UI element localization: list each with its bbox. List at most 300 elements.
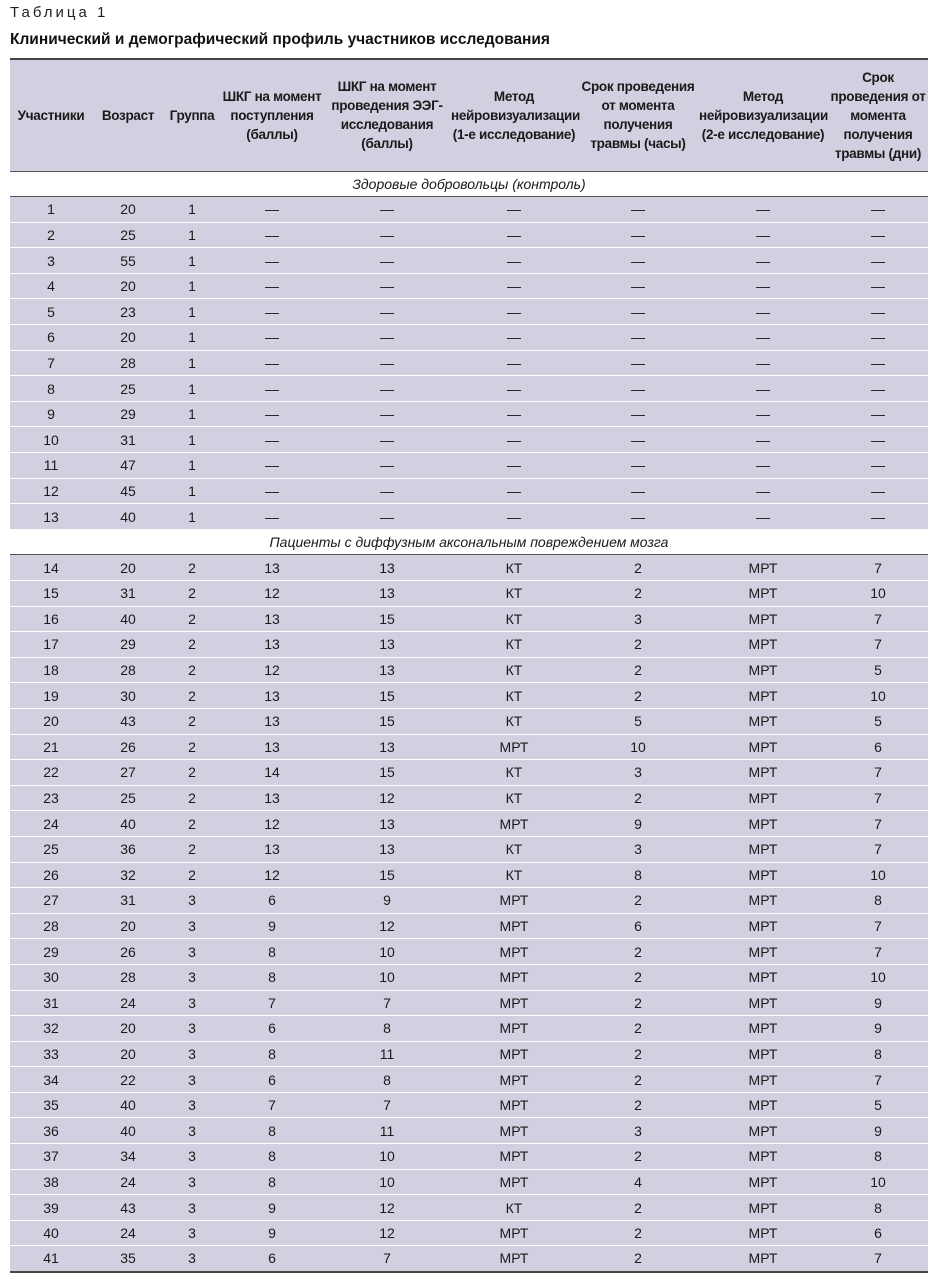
cell-gcs-admission: 12 xyxy=(220,862,324,888)
cell-imaging-1: МРТ xyxy=(450,1092,578,1118)
cell-gcs-admission: — xyxy=(220,273,324,299)
cell-time-hours: 2 xyxy=(578,990,698,1016)
header-row xyxy=(10,59,928,171)
cell-group: 3 xyxy=(164,964,220,990)
cell-gcs-eeg: 13 xyxy=(324,632,450,658)
cell-group: 1 xyxy=(164,376,220,402)
cell-imaging-2: МРТ xyxy=(698,1016,828,1042)
cell-imaging-1: — xyxy=(450,299,578,325)
cell-age: 47 xyxy=(92,453,164,479)
cell-imaging-2: МРТ xyxy=(698,1041,828,1067)
cell-group: 3 xyxy=(164,1118,220,1144)
cell-group: 1 xyxy=(164,350,220,376)
cell-age: 35 xyxy=(92,1246,164,1272)
table-row xyxy=(10,913,928,939)
cell-imaging-2: — xyxy=(698,350,828,376)
cell-time-days: 9 xyxy=(828,1016,928,1042)
cell-time-days: — xyxy=(828,350,928,376)
cell-imaging-1: МРТ xyxy=(450,1041,578,1067)
cell-time-days: 5 xyxy=(828,708,928,734)
cell-gcs-admission: 7 xyxy=(220,990,324,1016)
cell-gcs-eeg: 13 xyxy=(324,811,450,837)
cell-gcs-admission: 12 xyxy=(220,811,324,837)
cell-imaging-2: МРТ xyxy=(698,657,828,683)
cell-time-hours: — xyxy=(578,453,698,479)
cell-gcs-admission: 6 xyxy=(220,1016,324,1042)
cell-age: 28 xyxy=(92,350,164,376)
cell-participant: 13 xyxy=(10,504,92,530)
cell-gcs-eeg: — xyxy=(324,350,450,376)
cell-time-hours: 6 xyxy=(578,913,698,939)
cell-gcs-admission: — xyxy=(220,197,324,223)
cell-group: 3 xyxy=(164,1246,220,1272)
cell-gcs-eeg: 12 xyxy=(324,1220,450,1246)
table-row xyxy=(10,1246,928,1272)
cell-participant: 29 xyxy=(10,939,92,965)
section-row xyxy=(10,529,928,555)
cell-time-hours: 2 xyxy=(578,1144,698,1170)
header-gcs-eeg: ШКГ на момент проведения ЭЭГ-исследования (баллы) xyxy=(324,59,450,171)
cell-group: 3 xyxy=(164,1220,220,1246)
cell-gcs-eeg: 8 xyxy=(324,1067,450,1093)
cell-group: 2 xyxy=(164,836,220,862)
cell-participant: 32 xyxy=(10,1016,92,1042)
cell-age: 22 xyxy=(92,1067,164,1093)
cell-time-days: 7 xyxy=(828,1067,928,1093)
cell-age: 27 xyxy=(92,760,164,786)
cell-time-hours: 3 xyxy=(578,760,698,786)
cell-group: 1 xyxy=(164,325,220,351)
cell-gcs-admission: 13 xyxy=(220,785,324,811)
cell-participant: 37 xyxy=(10,1144,92,1170)
cell-time-hours: 3 xyxy=(578,1118,698,1144)
cell-age: 26 xyxy=(92,734,164,760)
cell-imaging-1: — xyxy=(450,248,578,274)
cell-time-days: 7 xyxy=(828,836,928,862)
cell-age: 29 xyxy=(92,632,164,658)
cell-imaging-2: МРТ xyxy=(698,1067,828,1093)
cell-imaging-1: МРТ xyxy=(450,1220,578,1246)
cell-time-days: 5 xyxy=(828,657,928,683)
cell-group: 3 xyxy=(164,1016,220,1042)
cell-gcs-eeg: 9 xyxy=(324,888,450,914)
cell-gcs-eeg: 13 xyxy=(324,836,450,862)
cell-gcs-admission: 9 xyxy=(220,1220,324,1246)
cell-imaging-1: МРТ xyxy=(450,939,578,965)
cell-gcs-eeg: — xyxy=(324,273,450,299)
table-row xyxy=(10,273,928,299)
cell-participant: 36 xyxy=(10,1118,92,1144)
cell-imaging-2: МРТ xyxy=(698,1144,828,1170)
cell-gcs-eeg: — xyxy=(324,401,450,427)
cell-gcs-admission: 8 xyxy=(220,1169,324,1195)
cell-age: 36 xyxy=(92,836,164,862)
cell-age: 40 xyxy=(92,504,164,530)
cell-time-days: 10 xyxy=(828,862,928,888)
cell-participant: 12 xyxy=(10,478,92,504)
cell-time-hours: — xyxy=(578,248,698,274)
cell-participant: 28 xyxy=(10,913,92,939)
table-row xyxy=(10,1118,928,1144)
cell-gcs-admission: — xyxy=(220,350,324,376)
table-row xyxy=(10,785,928,811)
table-row xyxy=(10,708,928,734)
cell-imaging-1: — xyxy=(450,504,578,530)
cell-gcs-admission: 13 xyxy=(220,734,324,760)
cell-time-hours: — xyxy=(578,350,698,376)
cell-time-hours: 8 xyxy=(578,862,698,888)
cell-gcs-eeg: — xyxy=(324,427,450,453)
cell-age: 34 xyxy=(92,1144,164,1170)
cell-imaging-2: МРТ xyxy=(698,1246,828,1272)
cell-age: 29 xyxy=(92,401,164,427)
cell-gcs-admission: 14 xyxy=(220,760,324,786)
cell-gcs-eeg: 15 xyxy=(324,606,450,632)
cell-gcs-eeg: — xyxy=(324,453,450,479)
cell-imaging-1: МРТ xyxy=(450,964,578,990)
cell-time-days: — xyxy=(828,299,928,325)
cell-group: 2 xyxy=(164,581,220,607)
cell-participant: 11 xyxy=(10,453,92,479)
cell-time-hours: 2 xyxy=(578,939,698,965)
cell-time-hours: 2 xyxy=(578,964,698,990)
cell-participant: 26 xyxy=(10,862,92,888)
header-time-days: Срок проведения от момента получения травмы (дни) xyxy=(828,59,928,171)
cell-age: 28 xyxy=(92,657,164,683)
cell-group: 3 xyxy=(164,1169,220,1195)
cell-imaging-1: — xyxy=(450,222,578,248)
table-row xyxy=(10,248,928,274)
cell-gcs-eeg: 15 xyxy=(324,683,450,709)
table-row xyxy=(10,197,928,223)
cell-participant: 17 xyxy=(10,632,92,658)
table-row xyxy=(10,1092,928,1118)
cell-imaging-1: КТ xyxy=(450,785,578,811)
cell-gcs-eeg: 11 xyxy=(324,1041,450,1067)
table-row xyxy=(10,1041,928,1067)
table-row xyxy=(10,1195,928,1221)
cell-time-days: — xyxy=(828,427,928,453)
cell-imaging-1: КТ xyxy=(450,632,578,658)
cell-gcs-eeg: 7 xyxy=(324,1092,450,1118)
cell-gcs-admission: 13 xyxy=(220,836,324,862)
cell-imaging-1: МРТ xyxy=(450,888,578,914)
cell-imaging-1: КТ xyxy=(450,657,578,683)
cell-imaging-2: МРТ xyxy=(698,708,828,734)
table-row xyxy=(10,504,928,530)
table-body xyxy=(10,171,928,1272)
cell-group: 1 xyxy=(164,401,220,427)
cell-age: 28 xyxy=(92,964,164,990)
cell-group: 3 xyxy=(164,1067,220,1093)
cell-imaging-1: МРТ xyxy=(450,811,578,837)
cell-gcs-admission: 6 xyxy=(220,888,324,914)
cell-imaging-2: МРТ xyxy=(698,1169,828,1195)
cell-participant: 4 xyxy=(10,273,92,299)
cell-imaging-2: — xyxy=(698,376,828,402)
cell-time-hours: 2 xyxy=(578,785,698,811)
cell-group: 2 xyxy=(164,785,220,811)
cell-age: 40 xyxy=(92,811,164,837)
cell-gcs-admission: — xyxy=(220,376,324,402)
cell-time-hours: 2 xyxy=(578,555,698,581)
cell-gcs-admission: — xyxy=(220,248,324,274)
cell-imaging-1: КТ xyxy=(450,708,578,734)
cell-gcs-eeg: — xyxy=(324,222,450,248)
cell-time-days: 7 xyxy=(828,760,928,786)
cell-gcs-admission: — xyxy=(220,427,324,453)
cell-gcs-eeg: 15 xyxy=(324,760,450,786)
table-row xyxy=(10,683,928,709)
cell-imaging-2: МРТ xyxy=(698,836,828,862)
cell-gcs-eeg: — xyxy=(324,504,450,530)
cell-imaging-2: МРТ xyxy=(698,555,828,581)
cell-participant: 25 xyxy=(10,836,92,862)
cell-time-days: — xyxy=(828,197,928,223)
cell-age: 25 xyxy=(92,376,164,402)
cell-participant: 22 xyxy=(10,760,92,786)
table-row xyxy=(10,376,928,402)
cell-imaging-1: — xyxy=(450,376,578,402)
cell-imaging-1: — xyxy=(450,427,578,453)
cell-imaging-1: КТ xyxy=(450,1195,578,1221)
cell-time-hours: 2 xyxy=(578,581,698,607)
cell-time-hours: 5 xyxy=(578,708,698,734)
cell-time-days: 7 xyxy=(828,632,928,658)
table-row xyxy=(10,1016,928,1042)
cell-time-days: 9 xyxy=(828,990,928,1016)
cell-time-days: 5 xyxy=(828,1092,928,1118)
cell-age: 24 xyxy=(92,1220,164,1246)
cell-participant: 18 xyxy=(10,657,92,683)
cell-group: 1 xyxy=(164,248,220,274)
cell-group: 2 xyxy=(164,811,220,837)
table-row xyxy=(10,299,928,325)
header-gcs-admission: ШКГ на момент поступления (баллы) xyxy=(220,59,324,171)
cell-time-hours: 2 xyxy=(578,1220,698,1246)
cell-time-hours: — xyxy=(578,197,698,223)
cell-group: 1 xyxy=(164,453,220,479)
cell-age: 31 xyxy=(92,888,164,914)
cell-participant: 33 xyxy=(10,1041,92,1067)
cell-gcs-eeg: 12 xyxy=(324,1195,450,1221)
cell-age: 31 xyxy=(92,581,164,607)
cell-gcs-admission: 13 xyxy=(220,606,324,632)
cell-imaging-1: — xyxy=(450,478,578,504)
cell-gcs-admission: 8 xyxy=(220,1144,324,1170)
cell-age: 43 xyxy=(92,708,164,734)
cell-imaging-2: — xyxy=(698,299,828,325)
cell-time-hours: 2 xyxy=(578,1067,698,1093)
cell-time-hours: — xyxy=(578,504,698,530)
cell-time-hours: — xyxy=(578,299,698,325)
cell-group: 3 xyxy=(164,888,220,914)
cell-time-hours: 2 xyxy=(578,1246,698,1272)
cell-gcs-admission: 12 xyxy=(220,581,324,607)
cell-imaging-1: — xyxy=(450,350,578,376)
cell-participant: 23 xyxy=(10,785,92,811)
cell-age: 31 xyxy=(92,427,164,453)
cell-group: 1 xyxy=(164,273,220,299)
cell-age: 20 xyxy=(92,197,164,223)
cell-time-days: — xyxy=(828,325,928,351)
cell-time-hours: 4 xyxy=(578,1169,698,1195)
cell-age: 55 xyxy=(92,248,164,274)
cell-imaging-1: КТ xyxy=(450,555,578,581)
cell-gcs-eeg: — xyxy=(324,299,450,325)
cell-participant: 6 xyxy=(10,325,92,351)
cell-time-hours: 10 xyxy=(578,734,698,760)
cell-imaging-1: — xyxy=(450,453,578,479)
cell-group: 1 xyxy=(164,427,220,453)
cell-participant: 1 xyxy=(10,197,92,223)
cell-age: 20 xyxy=(92,913,164,939)
cell-participant: 35 xyxy=(10,1092,92,1118)
table-row xyxy=(10,632,928,658)
cell-age: 24 xyxy=(92,990,164,1016)
table-row xyxy=(10,1067,928,1093)
cell-gcs-eeg: — xyxy=(324,376,450,402)
cell-participant: 16 xyxy=(10,606,92,632)
cell-age: 23 xyxy=(92,299,164,325)
cell-time-hours: 2 xyxy=(578,1016,698,1042)
cell-gcs-admission: — xyxy=(220,299,324,325)
cell-gcs-admission: 7 xyxy=(220,1092,324,1118)
cell-age: 32 xyxy=(92,862,164,888)
header-participants: Участники xyxy=(10,59,92,171)
cell-gcs-admission: 9 xyxy=(220,1195,324,1221)
cell-group: 1 xyxy=(164,504,220,530)
cell-imaging-2: МРТ xyxy=(698,862,828,888)
cell-gcs-eeg: 12 xyxy=(324,785,450,811)
cell-group: 1 xyxy=(164,222,220,248)
cell-time-days: 7 xyxy=(828,1246,928,1272)
cell-time-days: 7 xyxy=(828,939,928,965)
cell-imaging-2: МРТ xyxy=(698,1195,828,1221)
cell-group: 2 xyxy=(164,606,220,632)
cell-gcs-eeg: 10 xyxy=(324,939,450,965)
cell-time-hours: 2 xyxy=(578,888,698,914)
cell-time-hours: — xyxy=(578,325,698,351)
cell-time-days: 8 xyxy=(828,1041,928,1067)
cell-time-days: 7 xyxy=(828,785,928,811)
cell-imaging-1: — xyxy=(450,273,578,299)
cell-age: 26 xyxy=(92,939,164,965)
cell-imaging-1: МРТ xyxy=(450,1246,578,1272)
cell-time-days: 6 xyxy=(828,734,928,760)
cell-group: 1 xyxy=(164,299,220,325)
cell-age: 30 xyxy=(92,683,164,709)
table-row xyxy=(10,811,928,837)
cell-gcs-eeg: 13 xyxy=(324,581,450,607)
cell-imaging-1: КТ xyxy=(450,862,578,888)
cell-time-days: 10 xyxy=(828,581,928,607)
cell-imaging-1: МРТ xyxy=(450,734,578,760)
cell-gcs-admission: 8 xyxy=(220,964,324,990)
cell-participant: 5 xyxy=(10,299,92,325)
cell-time-days: — xyxy=(828,453,928,479)
cell-time-days: 6 xyxy=(828,1220,928,1246)
cell-imaging-2: МРТ xyxy=(698,811,828,837)
cell-gcs-eeg: 7 xyxy=(324,1246,450,1272)
cell-age: 20 xyxy=(92,325,164,351)
cell-imaging-2: — xyxy=(698,222,828,248)
cell-imaging-1: КТ xyxy=(450,836,578,862)
cell-imaging-2: МРТ xyxy=(698,1092,828,1118)
cell-age: 25 xyxy=(92,222,164,248)
cell-group: 3 xyxy=(164,1195,220,1221)
cell-time-hours: 2 xyxy=(578,683,698,709)
cell-gcs-eeg: 13 xyxy=(324,734,450,760)
cell-imaging-1: — xyxy=(450,197,578,223)
cell-gcs-admission: — xyxy=(220,325,324,351)
cell-time-days: 9 xyxy=(828,1118,928,1144)
cell-age: 40 xyxy=(92,1118,164,1144)
cell-gcs-admission: 12 xyxy=(220,657,324,683)
cell-gcs-admission: 13 xyxy=(220,708,324,734)
table-row xyxy=(10,401,928,427)
cell-imaging-2: МРТ xyxy=(698,606,828,632)
cell-time-hours: — xyxy=(578,478,698,504)
cell-time-days: — xyxy=(828,504,928,530)
cell-imaging-1: КТ xyxy=(450,760,578,786)
cell-group: 2 xyxy=(164,734,220,760)
cell-group: 2 xyxy=(164,555,220,581)
cell-gcs-admission: 6 xyxy=(220,1067,324,1093)
cell-imaging-2: — xyxy=(698,325,828,351)
table-row xyxy=(10,760,928,786)
cell-participant: 15 xyxy=(10,581,92,607)
cell-imaging-1: — xyxy=(450,325,578,351)
table-title: Клинический и демографический профиль участников исследования xyxy=(10,31,550,48)
cell-gcs-admission: — xyxy=(220,504,324,530)
cell-gcs-eeg: 15 xyxy=(324,708,450,734)
cell-time-hours: 3 xyxy=(578,606,698,632)
cell-gcs-eeg: 10 xyxy=(324,964,450,990)
table-row xyxy=(10,350,928,376)
header-group: Группа xyxy=(164,59,220,171)
cell-age: 24 xyxy=(92,1169,164,1195)
header-age: Возраст xyxy=(92,59,164,171)
cell-gcs-admission: — xyxy=(220,453,324,479)
cell-participant: 41 xyxy=(10,1246,92,1272)
table-row xyxy=(10,1220,928,1246)
cell-participant: 10 xyxy=(10,427,92,453)
cell-age: 43 xyxy=(92,1195,164,1221)
cell-participant: 40 xyxy=(10,1220,92,1246)
cell-imaging-1: МРТ xyxy=(450,1016,578,1042)
cell-imaging-2: — xyxy=(698,504,828,530)
cell-imaging-2: МРТ xyxy=(698,1118,828,1144)
table-row xyxy=(10,1144,928,1170)
cell-time-days: 7 xyxy=(828,913,928,939)
cell-gcs-eeg: 12 xyxy=(324,913,450,939)
cell-imaging-2: — xyxy=(698,197,828,223)
section-row xyxy=(10,171,928,197)
cell-imaging-2: МРТ xyxy=(698,888,828,914)
table-row xyxy=(10,1169,928,1195)
cell-participant: 38 xyxy=(10,1169,92,1195)
cell-time-days: 7 xyxy=(828,606,928,632)
cell-group: 2 xyxy=(164,708,220,734)
header-imaging-1: Метод нейровизуализации (1-е исследование) xyxy=(450,59,578,171)
cell-group: 3 xyxy=(164,1144,220,1170)
cell-imaging-2: МРТ xyxy=(698,1220,828,1246)
cell-group: 2 xyxy=(164,632,220,658)
cell-age: 20 xyxy=(92,1041,164,1067)
cell-participant: 39 xyxy=(10,1195,92,1221)
cell-age: 40 xyxy=(92,606,164,632)
